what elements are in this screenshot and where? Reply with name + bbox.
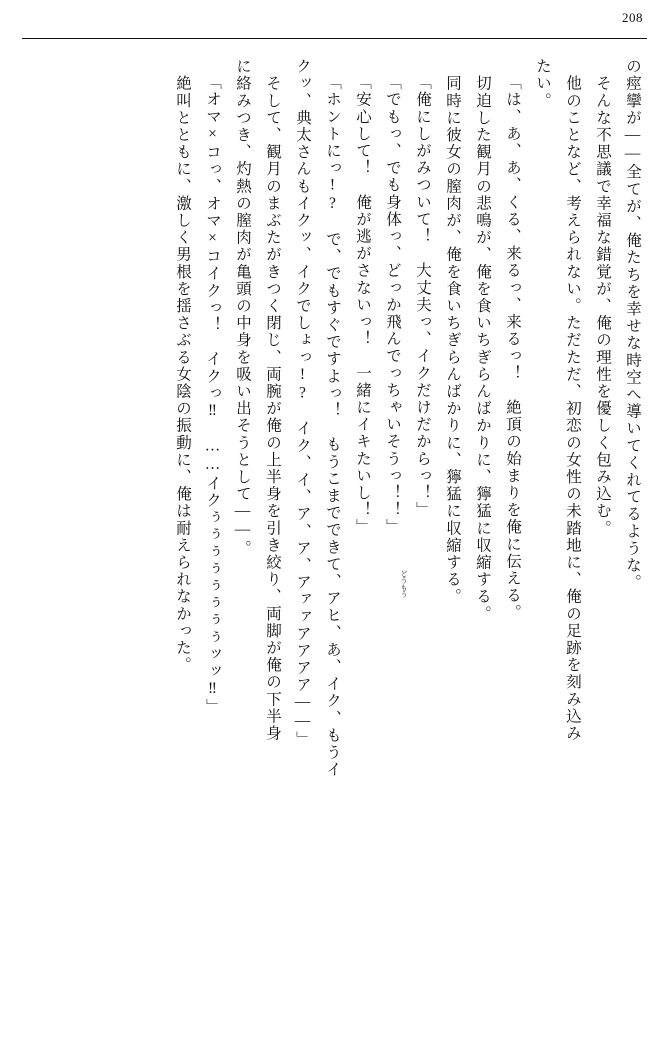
text-column: そんな不思議で幸福な錯覚が、俺の理性を優しく包み込む。 (594, 58, 611, 537)
text-column: 「ホントにっ!? で、でもすぐですよっ！ もうこまでできて、アヒ、あ、イク、もうイ (324, 74, 341, 779)
text-column: クッ、典太さんもイクッ、イクでしょっ!? イク、イ、ア、ア、アァァアアアア――」 (294, 58, 311, 748)
text-column: 「は、あ、あ、くる、来るっ、来るっ！ 絶頂の始まりを俺に伝える。 (504, 74, 521, 622)
text-column: 切迫した観月の悲鳴が、俺を食いちぎらんばかりに、獰猛に収縮する。 (474, 58, 491, 623)
vertical-text-body (22, 58, 647, 1008)
header-rule (22, 38, 647, 39)
text-column: の痙攣が――全てが、俺たちを幸せな時空へ導いてくれてるような。 (624, 58, 641, 592)
text-column: 「俺にしがみついて！ 大丈夫っ、イクだけだからっ！」 (414, 74, 431, 519)
text-column: たい。 (534, 58, 551, 110)
text-column: 絶叫とともに、激しく男根を揺さぶる女陰の振動に、俺は耐えられなかった。 (174, 58, 191, 674)
text-column: 同時に彼女の膣肉が、俺を食いちぎらんばかりに、獰猛に収縮する。 (444, 58, 461, 606)
page-number: 208 (622, 10, 643, 25)
text-column: 「オマ×コっ、オマ×コイクっ！ イクっ‼ ……イクぅぅぅぅぅぅぅぅッッ‼」 (204, 74, 221, 716)
text-column: 他のことなど、考えられない。ただただ、初恋の女性の未踏地に、俺の足跡を刻み込み (564, 58, 581, 742)
text-column: に絡みつき、灼熱の膣肉が亀頭の中身を吸い出そうとして――。 (234, 58, 251, 557)
ruby-annotation: どうもう (400, 570, 408, 598)
text-column: 「安心して！ 俺が逃がさないっ！ 一緒にイキたいし！」 (354, 74, 371, 536)
text-column: そして、観月のまぶたがきつく閉じ、両腕が俺の上半身を引き絞り、両脚が俺の下半身 (264, 58, 281, 742)
text-column: 「でもっ、でも身体っ、どっか飛んでっちゃいそうっ！！」 (384, 74, 401, 536)
